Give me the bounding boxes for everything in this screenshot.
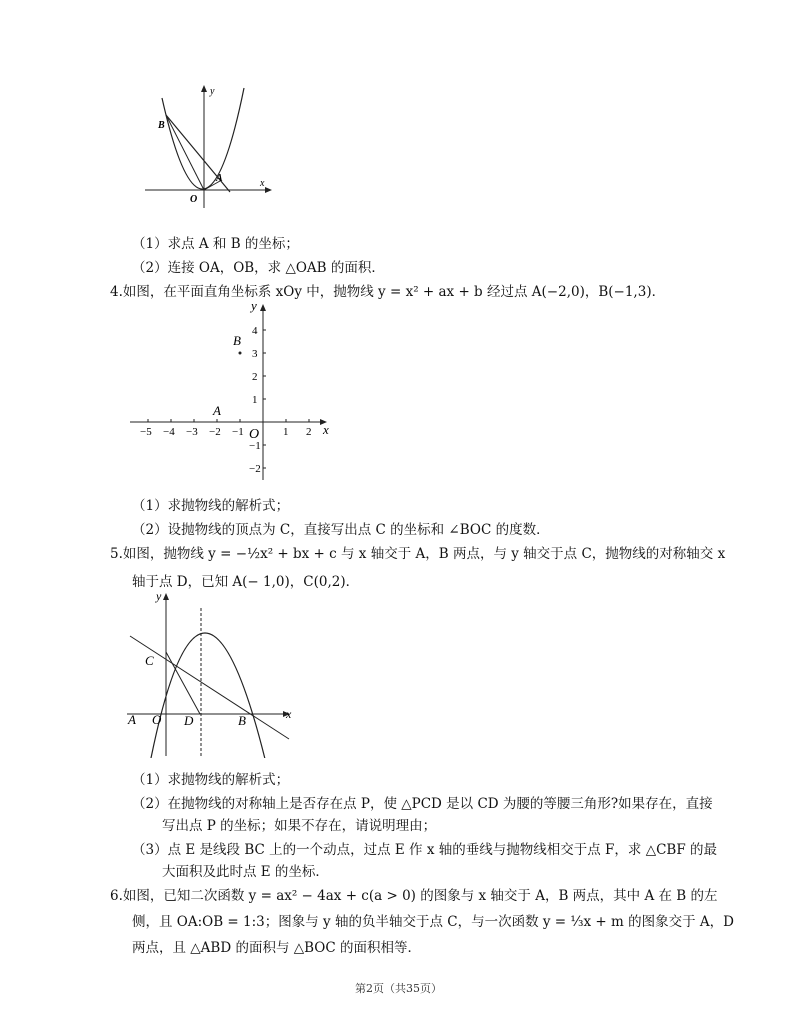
problem-5-stem-line2: 轴于点 D，已知 A(− 1,0)，C(0,2)．	[132, 574, 360, 590]
fig2-point-A: A	[213, 403, 221, 418]
fig3-point-C: C	[145, 653, 154, 668]
figure-1	[140, 80, 280, 210]
q5-2-line2: 写出点 P 的坐标；如果不存在，请说明理由；	[162, 818, 437, 834]
figure-3	[122, 588, 302, 758]
q5-2-line1: （2）在抛物线的对称轴上是否存在点 P，使 △PCD 是以 CD 为腰的等腰三角形?如果存在，直接	[132, 796, 713, 812]
fig2-xtick-3: −3	[186, 426, 198, 438]
fig2-ytick-6: −2	[249, 463, 261, 475]
fig3-origin-O: O	[152, 712, 162, 727]
fig1-origin-O: O	[190, 194, 198, 205]
fig2-ytick-1: 4	[252, 325, 258, 337]
fig2-point-B: B	[233, 333, 241, 348]
q1-1: （1）求点 A 和 B 的坐标；	[132, 236, 299, 252]
q4-2: （2）设抛物线的顶点为 C，直接写出点 C 的坐标和 ∠BOC 的度数．	[132, 522, 550, 538]
problem-4-stem: 4.如图，在平面直角坐标系 xOy 中，抛物线 y = x² + ax + b 经过点 A(−2,0)，B(−1,3)．	[110, 284, 666, 300]
fig2-xtick-1: −5	[140, 426, 152, 438]
problem-6-line3: 两点，且 △ABD 的面积与 △BOC 的面积相等．	[132, 940, 421, 956]
fig2-xtick-6: 1	[283, 426, 289, 438]
fig3-x-label: x	[286, 707, 292, 721]
fig2-xtick-5: −1	[232, 426, 244, 438]
figure-2	[125, 298, 340, 483]
fig2-ytick-4: 1	[252, 394, 258, 406]
page-footer: 第2页（共35页）	[355, 982, 442, 995]
q5-1: （1）求抛物线的解析式；	[132, 772, 290, 788]
fig2-x-label: x	[323, 422, 329, 437]
fig2-origin-O: O	[249, 427, 260, 442]
problem-5-stem-line1: 5.如图，抛物线 y = −½x² + bx + c 与 x 轴交于 A，B 两点，与 y 轴交于点 C，抛物线的对称轴交 x	[110, 546, 726, 562]
problem-6-line1: 6.如图，已知二次函数 y = ax² − 4ax + c(a > 0) 的图象与 x 轴交于 A，B 两点，其中 A 在 B 的左	[110, 888, 718, 904]
fig2-y-label: y	[251, 298, 257, 313]
fig2-xtick-2: −4	[163, 426, 175, 438]
problem-6-line2: 侧，且 OA:OB = 1:3；图象与 y 轴的负半轴交于点 C，与一次函数 y = ⅓x + m 的图象交于 A，D	[132, 914, 734, 930]
q1-2: （2）连接 OA，OB，求 △OAB 的面积．	[132, 260, 385, 276]
fig2-xtick-7: 2	[306, 426, 312, 438]
q5-3-line2: 大面积及此时点 E 的坐标．	[162, 864, 329, 880]
fig2-ytick-3: 2	[252, 371, 258, 383]
q5-3-line1: （3）点 E 是线段 BC 上的一个动点，过点 E 作 x 轴的垂线与抛物线相交于点 F，求 △CBF 的最	[132, 842, 717, 858]
q4-1: （1）求抛物线的解析式；	[132, 498, 290, 514]
fig3-point-D: D	[184, 713, 194, 728]
fig3-y-label: y	[156, 589, 162, 603]
fig2-ytick-5: −1	[249, 440, 261, 452]
fig3-point-A: A	[128, 712, 136, 727]
fig2-point-B-dot	[239, 352, 242, 355]
fig1-y-label: y	[210, 86, 215, 97]
fig2-ytick-2: 3	[252, 348, 258, 360]
fig1-point-B: B	[158, 120, 165, 131]
fig1-x-label: x	[260, 178, 265, 189]
fig1-point-A: A	[216, 173, 223, 184]
fig2-xtick-4: −2	[209, 426, 221, 438]
fig3-point-B: B	[238, 713, 246, 728]
